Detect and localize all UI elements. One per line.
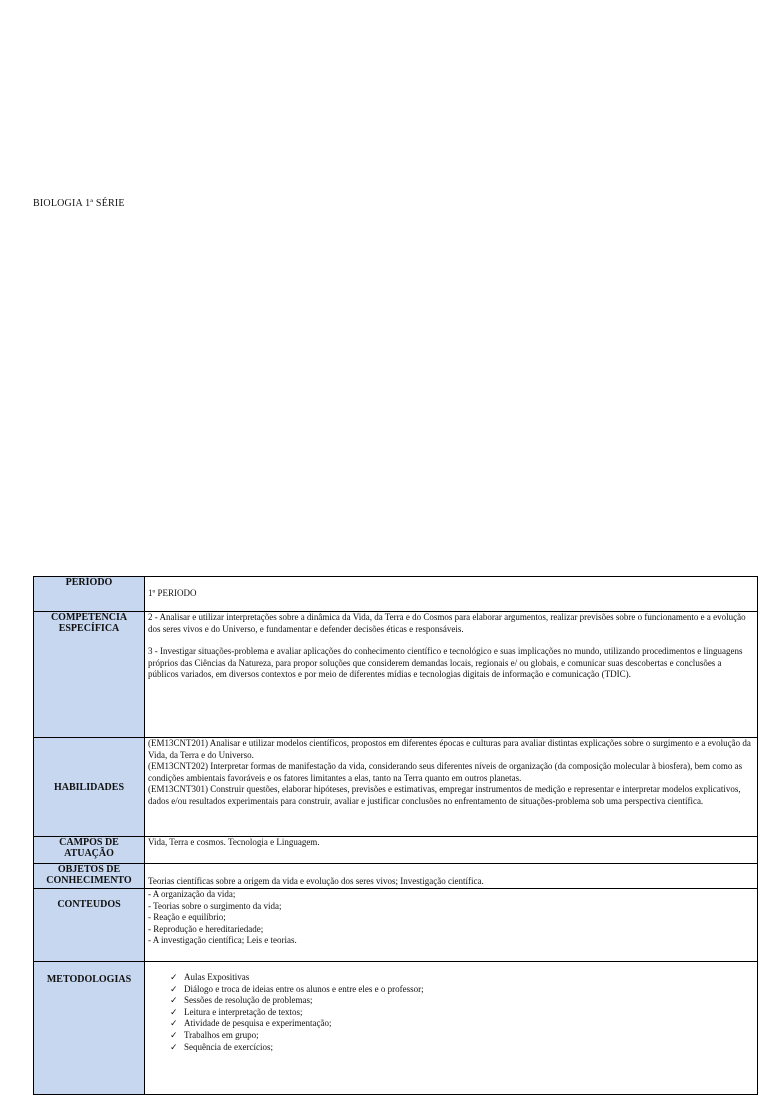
value-campos: Vida, Terra e cosmos. Tecnologia e Linguagem. (145, 837, 758, 864)
row-metodologias (34, 962, 758, 1095)
row-habilidades (34, 738, 758, 837)
label-periodo: PERÍODO (34, 577, 145, 612)
row-campos (34, 837, 758, 864)
list-item: - A investigação científica; Leis e teorias. (148, 935, 754, 947)
habilidade-paragraph: (EM13CNT202) Interpretar formas de manifestação da vida, considerando seus diferentes níveis de organização (da composição molecular à biosfera), bem como as condições ambientais favoráveis e os fatores limitantes a elas, tanto na Terra quanto em outros planetas. (148, 761, 743, 783)
list-item: ✓ Diálogo e troca de ideias entre os alunos e entre eles e o professor; (170, 983, 424, 994)
row-objetos (34, 864, 758, 889)
checkmark-icon: ✓ (170, 1018, 178, 1029)
competencia-paragraph: 2 - Analisar e utilizar interpretações sobre a dinâmica da Vida, da Terra e do Cosmos para elaborar argumentos, realizar previsões sobre o funcionamento e a evolução dos seres vivos e do Universo, e fundamentar e defender decisões éticas e responsáveis. (148, 612, 746, 634)
label-objetos: OBJETOS DE CONHECIMENTO (34, 864, 145, 889)
label-campos: CAMPOS DE ATUAÇÃO (34, 837, 145, 864)
habilidade-paragraph: (EM13CNT301) Construir questões, elaborar hipóteses, previsões e estimativas, empregar instrumentos de medição e representar e interpretar modelos explicativos, dados e/ou resultados experimentais para construir, avaliar e justificar conclusões no enfrentamento de situações-problema sob uma perspectiva científica. (148, 784, 741, 806)
checkmark-icon: ✓ (170, 983, 178, 994)
competencia-paragraph: 3 - Investigar situações-problema e avaliar aplicações do conhecimento científico e tecnológico e suas implicações no mundo, utilizando procedimentos e linguagens próprios das Ciências da Natureza, para propor soluções que considerem demandas locais, regionais e/ ou globais, e comunicar suas descobertas e conclusões a públicos variados, em diversos contextos e por meio de diferentes mídias e tecnologias digitais de informação e comunicação (TDIC). (148, 646, 743, 680)
label-competencia: COMPETENCIA ESPECÍFICA (34, 612, 145, 738)
label-conteudos: CONTEUDOS (34, 889, 145, 962)
value-metodologias (145, 962, 758, 1095)
habilidade-paragraph: (EM13CNT201) Analisar e utilizar modelos científicos, propostos em diferentes épocas e culturas para avaliar distintas explicações sobre o surgimento e a evolução da Vida, da Terra e do Universo. (148, 738, 751, 760)
row-conteudos (34, 889, 758, 962)
list-item: ✓ Leitura e interpretação de textos; (170, 1006, 303, 1017)
list-item: - A organização da vida; (148, 889, 754, 901)
metodologias-list (170, 972, 754, 1053)
row-periodo (34, 577, 758, 612)
checkmark-icon: ✓ (170, 1041, 178, 1052)
label-habilidades: HABILIDADES (34, 738, 145, 837)
lesson-plan-table (33, 576, 758, 1095)
label-metodologias: METODOLOGIAS (34, 962, 145, 1095)
checkmark-icon: ✓ (170, 1006, 178, 1017)
list-item: ✓ Aulas Expositivas (170, 972, 250, 982)
list-item: ✓ Atividade de pesquisa e experimentação; (170, 1018, 332, 1029)
checkmark-icon: ✓ (170, 972, 178, 982)
list-item: ✓ Sequência de exercícios; (170, 1041, 273, 1052)
list-item: - Teorias sobre o surgimento da vida; (148, 901, 754, 913)
value-periodo: 1º PERIODO (145, 577, 758, 612)
value-conteudos (145, 889, 758, 962)
checkmark-icon: ✓ (170, 1029, 178, 1040)
list-item: ✓ Trabalhos em grupo; (170, 1029, 259, 1040)
value-habilidades (145, 738, 758, 837)
document-title: BIOLOGIA 1ª SÉRIE (33, 198, 125, 209)
value-objetos: Teorias científicas sobre a origem da vida e evolução dos seres vivos; Investigação científica. (145, 864, 758, 889)
row-competencia (34, 612, 758, 738)
value-competencia (145, 612, 758, 738)
checkmark-icon: ✓ (170, 995, 178, 1006)
list-item: - Reprodução e hereditariedade; (148, 924, 754, 936)
list-item: - Reação e equilíbrio; (148, 912, 754, 924)
list-item: ✓ Sessões de resolução de problemas; (170, 995, 313, 1006)
conteudos-list (148, 889, 754, 947)
